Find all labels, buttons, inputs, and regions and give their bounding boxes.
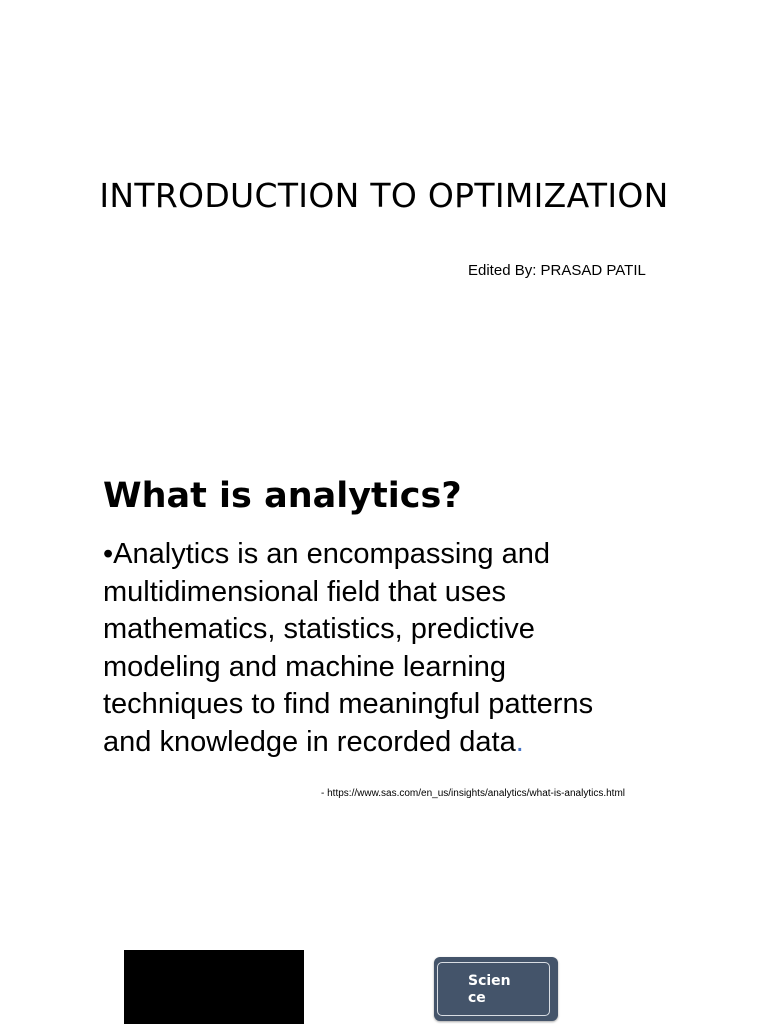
science-card <box>434 957 558 1021</box>
source-citation: - https://www.sas.com/en_us/insights/analytics/what-is-analytics.html <box>321 788 625 799</box>
editor-credit: Edited By: PRASAD PATIL <box>468 262 646 279</box>
title-slide <box>0 0 768 440</box>
slide-body <box>103 536 683 761</box>
body-text: •Analytics is an encompassing and multidimensional field that uses mathematics, statistics, predictive modeling and machine learning techniques to find meaningful patterns and knowledge in recorded data <box>103 538 594 758</box>
slide-heading: What is analytics? <box>103 476 462 516</box>
black-image-placeholder <box>124 950 304 1024</box>
science-card-label: Scien ce <box>468 973 511 1006</box>
slide-title: INTRODUCTION TO OPTIMIZATION <box>99 176 669 215</box>
body-period: . <box>515 725 524 758</box>
